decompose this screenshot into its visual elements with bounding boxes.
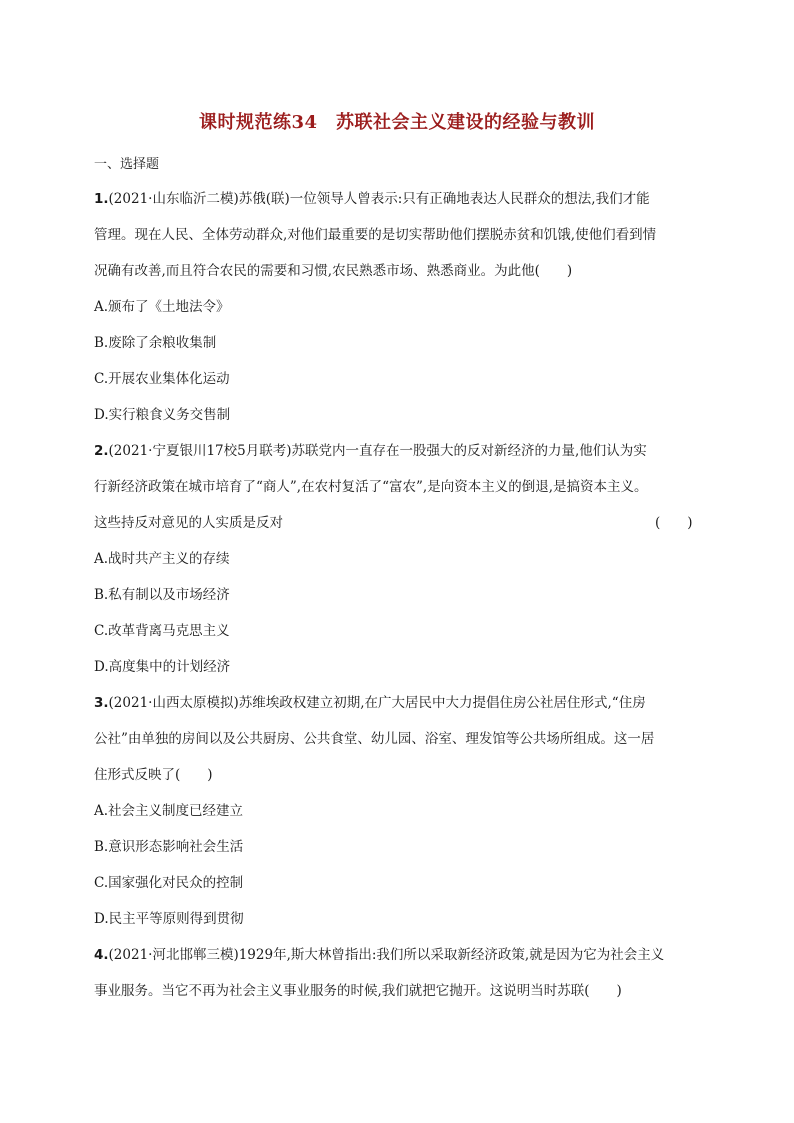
question-4-number: 4.	[94, 947, 109, 963]
question-3-option-b: B.意识形态影响社会生活	[94, 839, 244, 855]
question-1-line-2: 管理。现在人民、全体劳动群众,对他们最重要的是切实帮助他们摆脱赤贫和饥饿,使他们看到情	[94, 227, 657, 243]
question-1-option-c: C.开展农业集体化运动	[94, 371, 230, 387]
question-1-option-a: A.颁布了《土地法令》	[94, 299, 230, 315]
question-3-number: 3.	[94, 695, 109, 711]
question-2-number: 2.	[94, 443, 109, 459]
question-2-option-b: B.私有制以及市场经济	[94, 587, 230, 603]
question-2-option-a: A.战时共产主义的存续	[94, 551, 230, 567]
question-2-answer-paren: ( )	[655, 515, 693, 531]
question-3-option-a: A.社会主义制度已经建立	[94, 803, 244, 819]
question-1-option-d: D.实行粮食义务交售制	[94, 407, 231, 423]
question-3-line-1: 3.(2021·山西太原模拟)苏维埃政权建立初期,在广大居民中大力提倡住房公社居住形式,“住房	[94, 695, 646, 711]
section-heading: 一、选择题	[94, 157, 160, 172]
question-3-option-c: C.国家强化对民众的控制	[94, 875, 244, 891]
question-4-line-1: 4.(2021·河北邯郸三模)1929年,斯大林曾指出:我们所以采取新经济政策,就是因为它为社会主义	[94, 947, 665, 963]
question-4-line-2: 事业服务。当它不再为社会主义事业服务的时候,我们就把它抛开。这说明当时苏联( )	[94, 983, 622, 999]
question-1-option-b: B.废除了余粮收集制	[94, 335, 217, 351]
question-2-line-2: 行新经济政策在城市培育了“商人”,在农村复活了“富农”,是向资本主义的倒退,是搞资本主义。	[94, 479, 648, 495]
question-2-option-d: D.高度集中的计划经济	[94, 659, 231, 675]
question-2-line-1: 2.(2021·宁夏银川17校5月联考)苏联党内一直存在一股强大的反对新经济的力量,他们认为实	[94, 443, 647, 459]
question-3-line-2: 公社”由单独的房间以及公共厨房、公共食堂、幼儿园、浴室、理发馆等公共场所组成。这一居	[94, 731, 655, 747]
question-1-number: 1.	[94, 191, 109, 207]
question-1-line-3: 况确有改善,而且符合农民的需要和习惯,农民熟悉市场、熟悉商业。为此他( )	[94, 263, 573, 279]
question-2-line-3: 这些持反对意见的人实质是反对	[94, 515, 283, 531]
question-2-option-c: C.改革背离马克思主义	[94, 623, 230, 639]
question-3-option-d: D.民主平等原则得到贯彻	[94, 911, 244, 927]
question-1-line-1: 1.(2021·山东临沂二模)苏俄(联)一位领导人曾表示:只有正确地表达人民群众的想法,我们才能	[94, 191, 650, 207]
page-title: 课时规范练34 苏联社会主义建设的经验与教训	[198, 112, 596, 133]
question-3-line-3: 住形式反映了( )	[94, 767, 213, 783]
